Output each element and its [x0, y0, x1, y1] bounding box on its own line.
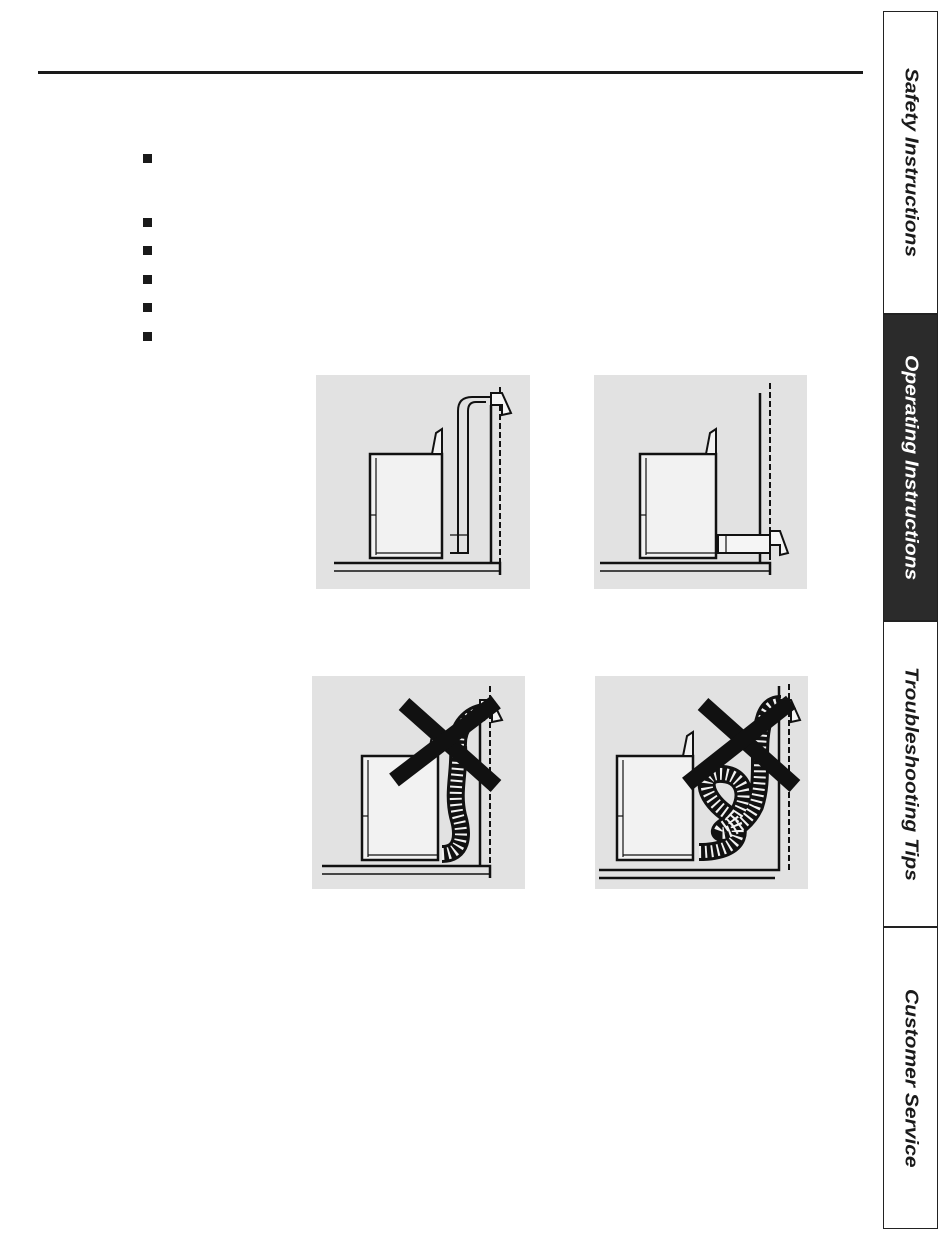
tab-safety-instructions[interactable]: [883, 11, 938, 314]
top-rule: [38, 71, 863, 74]
tab-customer-service[interactable]: [883, 927, 938, 1229]
tab-label: Operating Instructions: [900, 354, 922, 581]
list-item: [143, 275, 152, 284]
section-tabs: [883, 11, 940, 1229]
figure-rigid-duct-up: [316, 375, 530, 589]
tab-operating-instructions[interactable]: [883, 314, 938, 621]
list-item: [143, 246, 152, 255]
figure-flexible-duct-incorrect: [312, 676, 525, 889]
tab-label: Customer Service: [900, 988, 922, 1168]
tab-label: Safety Instructions: [900, 67, 922, 258]
list-item: [143, 154, 152, 163]
list-item: [143, 303, 152, 312]
figure-coiled-duct-incorrect: [595, 676, 808, 889]
figure-rigid-duct-straight: [594, 375, 807, 589]
tab-troubleshooting-tips[interactable]: [883, 621, 938, 927]
list-item: [143, 332, 152, 341]
tab-label: Troubleshooting Tips: [900, 667, 922, 881]
list-item: [143, 218, 152, 227]
